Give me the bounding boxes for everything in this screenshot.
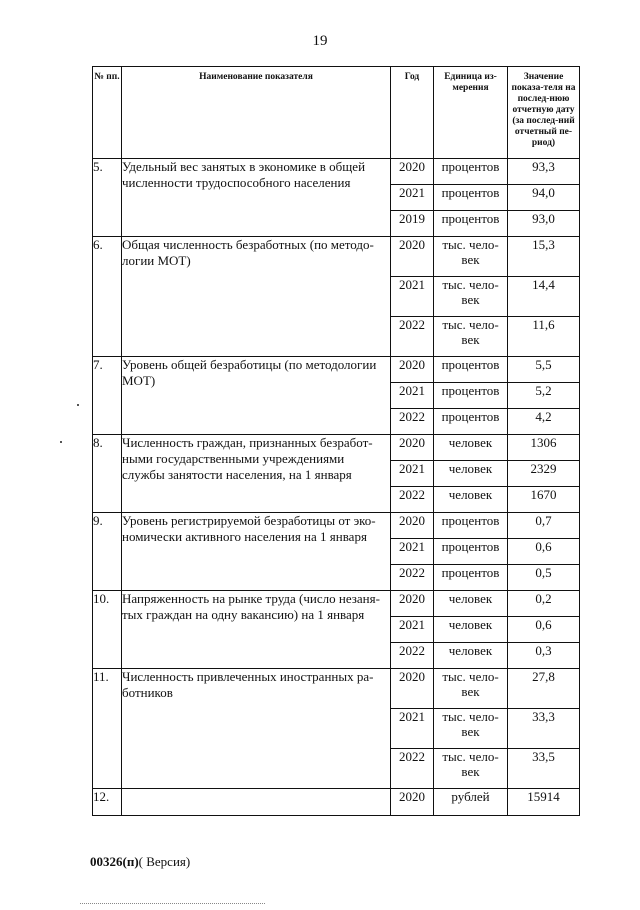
value-cell: 0,6	[508, 539, 580, 565]
unit-cell: человек	[434, 435, 508, 461]
row-number: 5.	[93, 159, 122, 237]
unit-cell: процентов	[434, 159, 508, 185]
year-cell: 2020	[391, 159, 434, 185]
value-cell: 1670	[508, 487, 580, 513]
unit-cell: тыс. чело-век	[434, 237, 508, 277]
value-cell: 4,2	[508, 409, 580, 435]
table-row	[93, 357, 580, 383]
table-header-row	[93, 67, 580, 159]
value-cell: 5,2	[508, 383, 580, 409]
table-row	[93, 237, 580, 277]
value-cell: 2329	[508, 461, 580, 487]
document-code: 00326(п)	[90, 854, 139, 869]
value-cell: 33,3	[508, 709, 580, 749]
value-cell: 1306	[508, 435, 580, 461]
year-cell: 2021	[391, 617, 434, 643]
indicator-name	[122, 789, 391, 816]
unit-cell: человек	[434, 617, 508, 643]
table-row	[93, 669, 580, 709]
year-cell: 2021	[391, 709, 434, 749]
value-cell: 0,5	[508, 565, 580, 591]
value-cell: 94,0	[508, 185, 580, 211]
year-cell: 2021	[391, 461, 434, 487]
year-cell: 2020	[391, 237, 434, 277]
unit-cell: рублей	[434, 789, 508, 816]
unit-cell: процентов	[434, 565, 508, 591]
year-cell: 2022	[391, 409, 434, 435]
table-row	[93, 591, 580, 617]
value-cell: 0,3	[508, 643, 580, 669]
year-cell: 2022	[391, 643, 434, 669]
year-cell: 2021	[391, 383, 434, 409]
header-num: № пп.	[93, 67, 122, 159]
year-cell: 2022	[391, 487, 434, 513]
row-number: 7.	[93, 357, 122, 435]
indicator-name: Уровень общей безработицы (по методологии МОТ)	[122, 357, 391, 435]
row-number: 10.	[93, 591, 122, 669]
document-version: ( Версия)	[138, 854, 191, 869]
header-unit: Единица из-мерения	[434, 67, 508, 159]
table-row	[93, 435, 580, 461]
row-number: 8.	[93, 435, 122, 513]
year-cell: 2021	[391, 277, 434, 317]
indicator-name: Напряженность на рынке труда (число незаня-тых граждан на одну вакансию) на 1 января	[122, 591, 391, 669]
unit-cell: тыс. чело-век	[434, 749, 508, 789]
value-cell: 93,3	[508, 159, 580, 185]
unit-cell: тыс. чело-век	[434, 317, 508, 357]
indicator-name: Численность привлеченных иностранных ра-ботников	[122, 669, 391, 789]
value-cell: 33,5	[508, 749, 580, 789]
value-cell: 27,8	[508, 669, 580, 709]
indicator-name: Численность граждан, признанных безработ-ными государственными учреждениями службы занятости населения, на 1 января	[122, 435, 391, 513]
year-cell: 2022	[391, 565, 434, 591]
year-cell: 2019	[391, 211, 434, 237]
year-cell: 2021	[391, 185, 434, 211]
row-number: 6.	[93, 237, 122, 357]
unit-cell: человек	[434, 461, 508, 487]
footer-rule	[80, 903, 265, 904]
table-row	[93, 159, 580, 185]
year-cell: 2021	[391, 539, 434, 565]
unit-cell: процентов	[434, 513, 508, 539]
unit-cell: процентов	[434, 383, 508, 409]
value-cell: 5,5	[508, 357, 580, 383]
footer	[90, 854, 190, 870]
unit-cell: процентов	[434, 357, 508, 383]
year-cell: 2022	[391, 749, 434, 789]
unit-cell: процентов	[434, 539, 508, 565]
unit-cell: процентов	[434, 211, 508, 237]
unit-cell: тыс. чело-век	[434, 709, 508, 749]
year-cell: 2020	[391, 591, 434, 617]
value-cell: 0,6	[508, 617, 580, 643]
unit-cell: человек	[434, 487, 508, 513]
row-number: 11.	[93, 669, 122, 789]
table-body	[93, 159, 580, 816]
value-cell: 0,2	[508, 591, 580, 617]
unit-cell: человек	[434, 591, 508, 617]
unit-cell: человек	[434, 643, 508, 669]
indicator-name: Уровень регистрируемой безработицы от эко-номически активного населения на 1 января	[122, 513, 391, 591]
margin-mark	[60, 441, 62, 443]
header-name: Наименование показателя	[122, 67, 391, 159]
row-number: 12.	[93, 789, 122, 816]
header-value: Значение показа-теля на послед-нюю отчетную дату (за послед-ний отчетный пе-риод)	[508, 67, 580, 159]
year-cell: 2020	[391, 357, 434, 383]
year-cell: 2020	[391, 789, 434, 816]
indicator-name: Удельный вес занятых в экономике в общей численности трудоспособного населения	[122, 159, 391, 237]
unit-cell: тыс. чело-век	[434, 669, 508, 709]
header-year: Год	[391, 67, 434, 159]
indicator-name: Общая численность безработных (по методо-логии МОТ)	[122, 237, 391, 357]
table-row	[93, 789, 580, 816]
value-cell: 15,3	[508, 237, 580, 277]
value-cell: 15914	[508, 789, 580, 816]
year-cell: 2020	[391, 513, 434, 539]
margin-mark	[77, 404, 79, 406]
unit-cell: процентов	[434, 409, 508, 435]
year-cell: 2020	[391, 435, 434, 461]
page-number: 19	[312, 33, 328, 49]
unit-cell: тыс. чело-век	[434, 277, 508, 317]
value-cell: 0,7	[508, 513, 580, 539]
year-cell: 2022	[391, 317, 434, 357]
value-cell: 14,4	[508, 277, 580, 317]
year-cell: 2020	[391, 669, 434, 709]
indicator-table	[92, 66, 580, 816]
value-cell: 11,6	[508, 317, 580, 357]
row-number: 9.	[93, 513, 122, 591]
table-row	[93, 513, 580, 539]
value-cell: 93,0	[508, 211, 580, 237]
unit-cell: процентов	[434, 185, 508, 211]
